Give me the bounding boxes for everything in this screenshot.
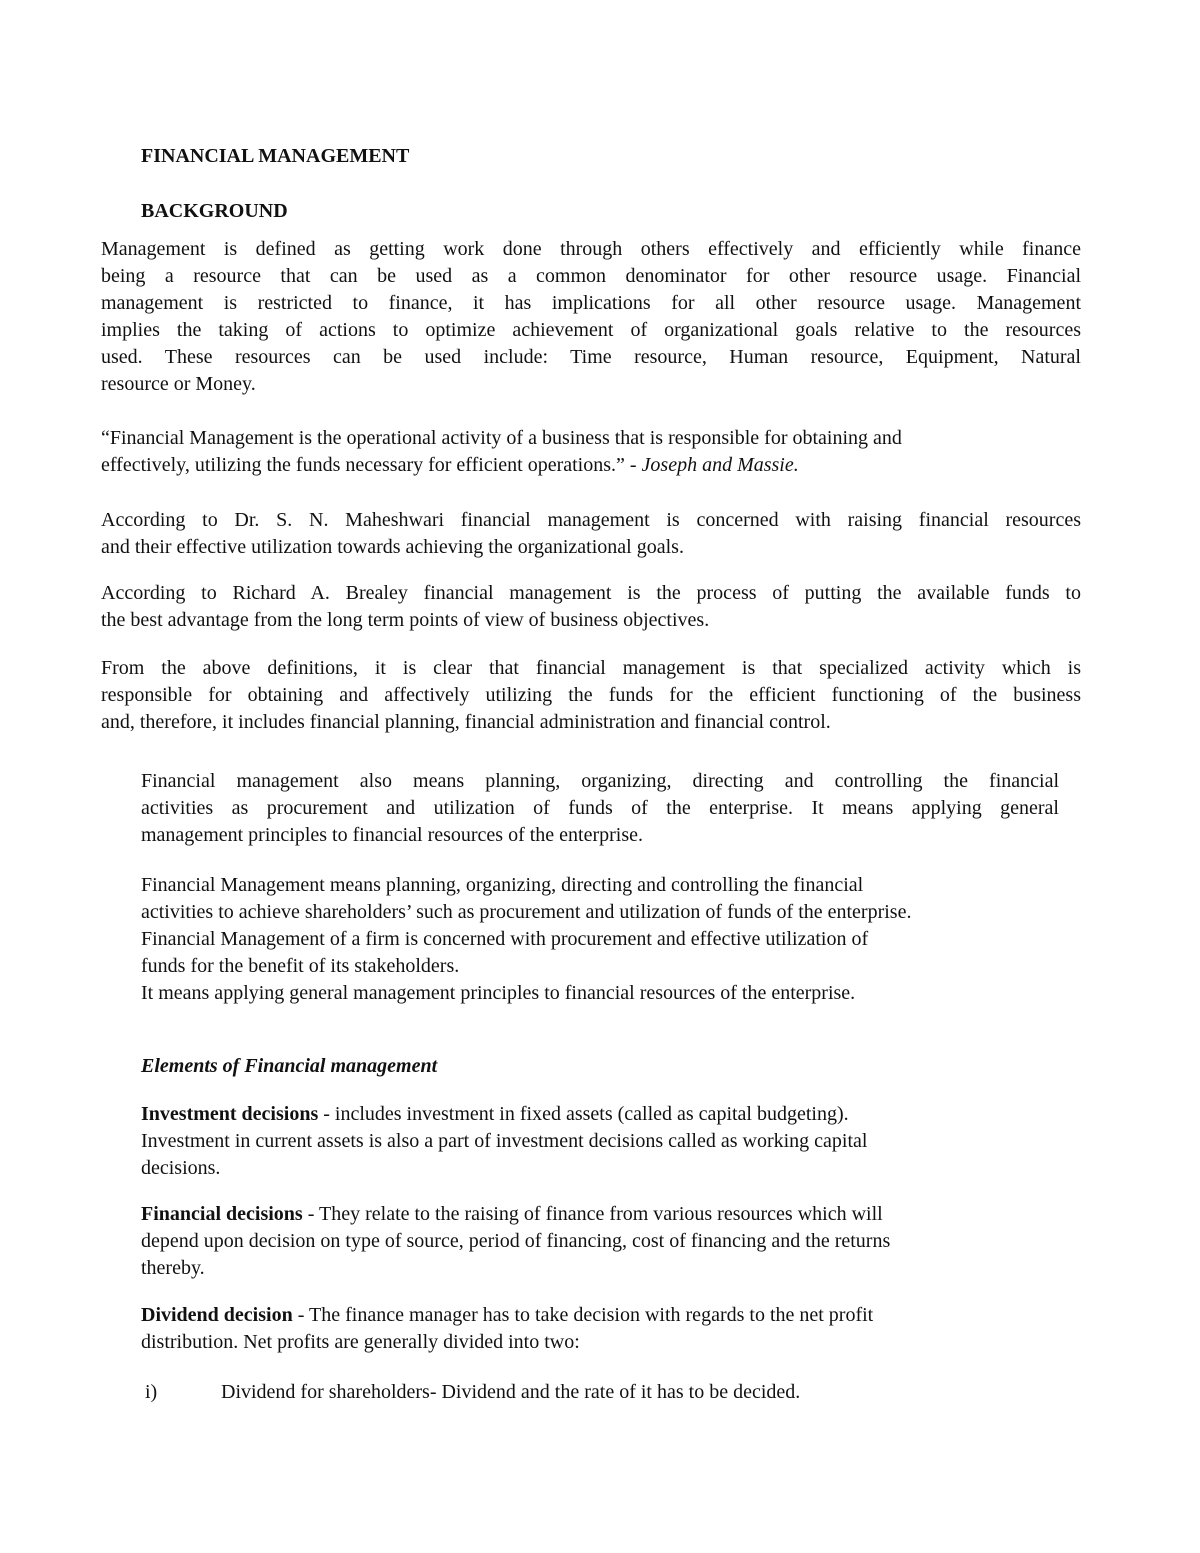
text-line: Financial Management means planning, organizing, directing and controlling the financial: [141, 874, 864, 896]
text-line: [141, 1302, 873, 1329]
elements-heading: Elements of Financial management: [141, 1055, 438, 1077]
dividend-term: Dividend decision: [141, 1304, 293, 1326]
text-line: According to Dr. S. N. Maheshwari financial management is concerned with raising financial resources: [101, 509, 1081, 531]
list-item-text: Dividend for shareholders- Dividend and the rate of it has to be decided.: [221, 1381, 801, 1403]
text-line: depend upon decision on type of source, period of financing, cost of financing and the returns: [141, 1230, 891, 1252]
text-line: It means applying general management principles to financial resources of the enterprise.: [141, 982, 856, 1004]
list-marker: i): [145, 1381, 158, 1403]
background-heading: BACKGROUND: [141, 200, 288, 222]
text-line: management is restricted to finance, it has implications for all other resource usage. Management: [101, 292, 1081, 314]
text-line: responsible for obtaining and affectively utilizing the funds for the efficient functioning of the business: [101, 684, 1081, 706]
text-line: activities to achieve shareholders’ such as procurement and utilization of funds of the enterprise.: [141, 901, 912, 923]
text-line: According to Richard A. Brealey financial management is the process of putting the available funds to: [101, 582, 1081, 604]
text-line: Financial Management of a firm is concerned with procurement and effective utilization of: [141, 928, 869, 950]
quote-author: Joseph and Massie.: [641, 454, 799, 476]
text-line: decisions.: [141, 1157, 221, 1179]
financial-text: - They relate to the raising of finance from various resources which will: [302, 1203, 883, 1225]
text-line: “Financial Management is the operational activity of a business that is responsible for obtaining and: [101, 427, 902, 449]
document-title: FINANCIAL MANAGEMENT: [141, 145, 410, 167]
text-line: and their effective utilization towards achieving the organizational goals.: [101, 536, 684, 558]
text-line: being a resource that can be used as a common denominator for other resource usage. Financial: [101, 265, 1081, 287]
text-line: [141, 1201, 883, 1228]
text-line: used. These resources can be used include: Time resource, Human resource, Equipment, Natural: [101, 346, 1081, 368]
text-line: funds for the benefit of its stakeholders.: [141, 955, 460, 977]
investment-text: - includes investment in fixed assets (called as capital budgeting).: [318, 1103, 849, 1125]
text-line: activities as procurement and utilization of funds of the enterprise. It means applying general: [141, 797, 1059, 819]
text-line: thereby.: [141, 1257, 205, 1279]
text-line: [101, 452, 799, 479]
text-line: From the above definitions, it is clear that financial management is that specialized activity which is: [101, 657, 1081, 679]
text-line: Management is defined as getting work done through others effectively and efficiently while finance: [101, 238, 1081, 260]
dividend-text: - The finance manager has to take decision with regards to the net profit: [292, 1304, 874, 1326]
text-line: and, therefore, it includes financial planning, financial administration and financial control.: [101, 711, 831, 733]
text-line: Investment in current assets is also a part of investment decisions called as working capital: [141, 1130, 868, 1152]
text-line: the best advantage from the long term points of view of business objectives.: [101, 609, 710, 631]
text-line: Financial management also means planning, organizing, directing and controlling the financial: [141, 770, 1059, 792]
quote-text: effectively, utilizing the funds necessary for efficient operations.” -: [101, 454, 642, 476]
text-line: [141, 1101, 849, 1128]
text-line: management principles to financial resources of the enterprise.: [141, 824, 644, 846]
financial-term: Financial decisions: [141, 1203, 303, 1225]
text-line: implies the taking of actions to optimize achievement of organizational goals relative to the resources: [101, 319, 1081, 341]
text-line: resource or Money.: [101, 373, 256, 395]
investment-term: Investment decisions: [141, 1103, 319, 1125]
text-line: distribution. Net profits are generally divided into two:: [141, 1331, 580, 1353]
